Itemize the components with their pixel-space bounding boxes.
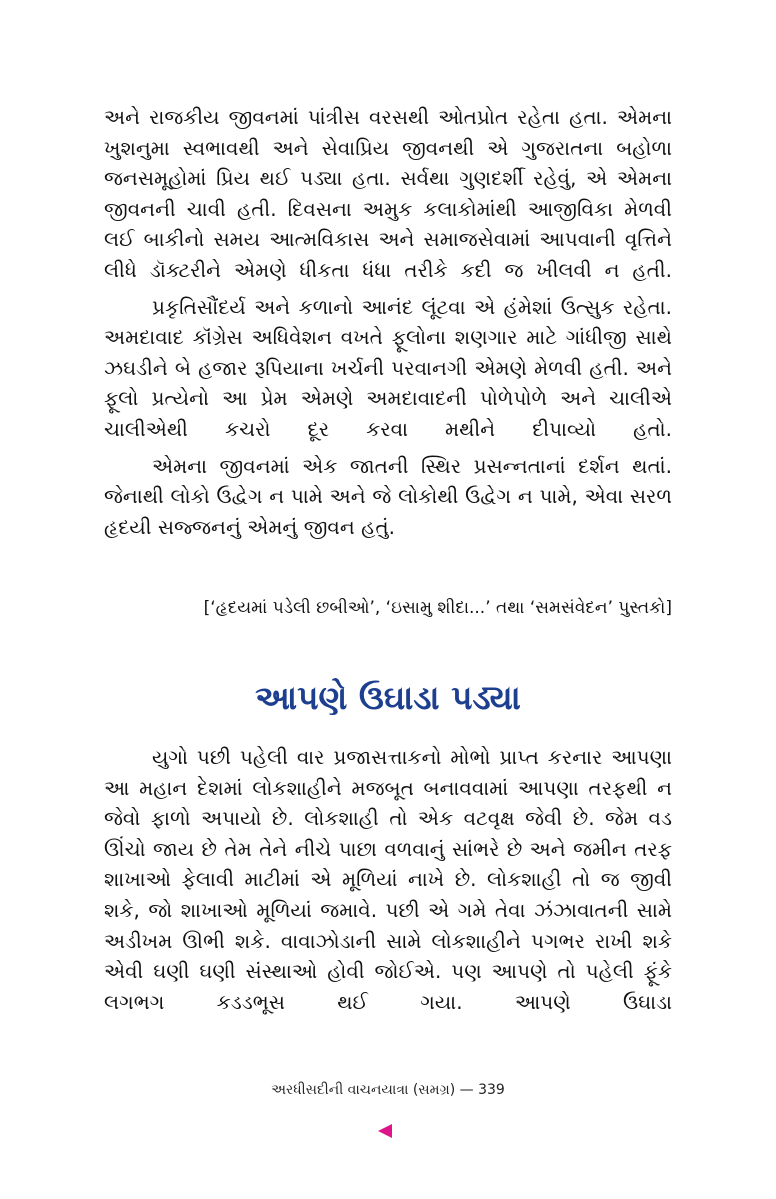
section1-body — [104, 102, 672, 542]
section2-body — [104, 742, 672, 1017]
paragraph-continued: અને રાજકીય જીવનમાં પાંત્રીસ વરસથી ઓતપ્રોત રહેતા હતા. એમના ખુશનુમા સ્વભાવથી અને સેવાપ્રિય જીવનથી એ ગુજરાતના બહોળા જનસમૂહોમાં પ્રિય થઈ પડ્યા હતા. સર્વથા ગુણદર્શી રહેવું, એ એમના જીવનની ચાવી હતી. દિવસના અમુક કલાકોમાંથી આજીવિકા મેળવી લઈ બાકીનો સમય આત્મવિકાસ અને સમાજસેવામાં આપવાની વૃત્તિને લીધે ડૉક્ટરીને એમણે ધીકતા ધંધા તરીકે કદી જ ખીલવી ન હતી. — [104, 105, 672, 282]
previous-page-arrow-icon[interactable] — [378, 1124, 392, 1138]
source-citation: [‘હૃદયમાં પડેલી છબીઓ’, ‘ઇસામુ શીદા...’ તથા ‘સમસંવેદન’ પુસ્તકો] — [203, 598, 672, 618]
paragraph: એમના જીવનમાં એક જાતની સ્થિર પ્રસન્નતાનાં દર્શન થતાં. જેનાથી લોકો ઉદ્વેગ ન પામે અને જે લોકોથી ઉદ્વેગ ન પામે, એવા સરળ હૃદયી સજ્જનનું એમનું જીવન હતું. — [104, 453, 672, 539]
chapter-title: આપણે ઉઘાડા પડ્યા — [255, 678, 521, 717]
paragraph: પ્રકૃતિસૌંદર્ય અને કળાનો આનંદ લૂંટવા એ હંમેશાં ઉત્સુક રહેતા. અમદાવાદ કૉંગ્રેસ અધિવેશન વખતે ફૂલોના શણગાર માટે ગાંધીજી સાથે ઝઘડીને બે હજાર રૂપિયાના ખર્ચની પરવાનગી એમણે મેળવી હતી. અને ફૂલો પ્રત્યેનો આ પ્રેમ એમણે અમદાવાદની પોળેપોળે અને ચાલીએ ચાલીએથી કચરો દૂર કરવા મથીને દીપાવ્યો હતો. — [104, 294, 672, 441]
paragraph: યુગો પછી પહેલી વાર પ્રજાસત્તાકનો મોભો પ્રાપ્ત કરનાર આપણા આ મહાન દેશમાં લોકશાહીને મજબૂત બનાવવામાં આપણા તરફથી ન જેવો ફાળો અપાયો છે. લોકશાહી તો એક વટવૃક્ષ જેવી છે. જેમ વડ ઊંચો જાય છે તેમ તેને નીચે પાછા વળવાનું સાંભરે છે અને જમીન તરફ શાખાઓ ફેલાવી માટીમાં એ મૂળિયાં નાખે છે. લોકશાહી તો જ જીવી શકે, જો શાખાઓ મૂળિયાં જમાવે. પછી એ ગમે તેવા ઝંઝાવાતની સામે અડીખમ ઊભી શકે. વાવાઝોડાની સામે લોકશાહીને પગભર રાખી શકે એવી ઘણી ઘણી સંસ્થાઓ હોવી જોઈએ. પણ આપણે તો પહેલી ફૂંકે લગભગ કડડભૂસ થઈ ગયા. આપણે ઉઘાડા — [104, 745, 672, 1014]
running-footer: અરધીસદીની વાચનયાત્રા (સમગ્ર) — 339 — [271, 1082, 505, 1098]
